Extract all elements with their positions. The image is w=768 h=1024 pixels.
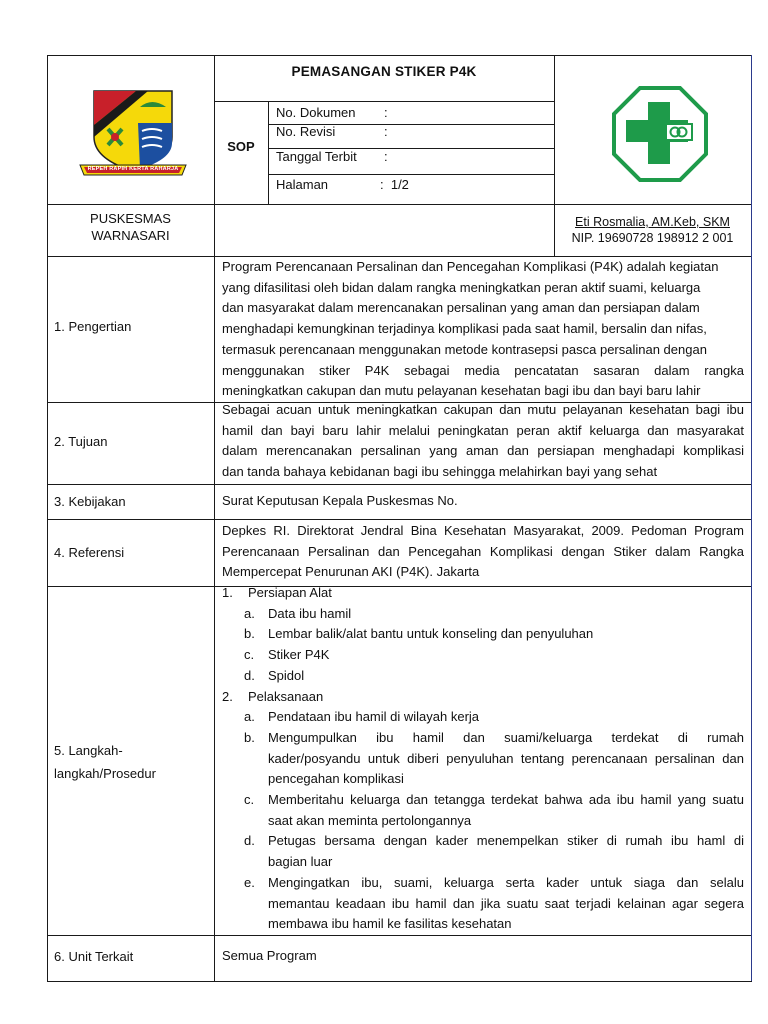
list-group-title: Pelaksanaan (248, 688, 324, 704)
label-pengertian: 1. Pengertian (54, 319, 132, 334)
tujuan-line: hamil dan bayi baru lahir melalui peningkatan peran aktif keluarga dan masyarakat (222, 422, 744, 438)
text-unit-terkait: Semua Program (222, 948, 317, 963)
langkah-group-pelaksanaan (222, 687, 744, 708)
list-group-title: Persiapan Alat (248, 585, 332, 600)
field-halaman: Halaman (276, 177, 329, 192)
text-kebijakan: Surat Keputusan Kepala Puskesmas No. (222, 493, 458, 508)
field-no-dokumen-value: : (384, 105, 388, 120)
field-no-revisi-value: : (384, 124, 388, 139)
signer-name: Eti Rosmalia, AM.Keb, SKM (575, 215, 730, 229)
langkah-list (222, 583, 744, 935)
list-item: e. Mengingatkan ibu, suami, keluarga serta kader untuk siaga dan selalu memantau keadaan ibu hamil dan jika suatu saat terjadi kelainan agar segera membawa ibu hamil ke fasilitas kesehatan (244, 874, 744, 932)
label-tujuan: 2. Tujuan (54, 434, 108, 449)
list-number: 2. (222, 688, 233, 704)
tujuan-line: dan tanda bahaya kebidanan bagi ibu sehingga melahirkan bayi yang sehat (222, 464, 658, 480)
label-langkah-line1: 5. Langkah- (54, 743, 123, 758)
list-item: c. Memberitahu keluarga dan tetangga terdekat bahwa ada ibu hamil yang suatu saat akan meminta pertolongannya (244, 792, 744, 828)
org-name-line2: WARNASARI (91, 228, 170, 243)
label-referensi: 4. Referensi (54, 545, 125, 560)
field-halaman-value: : 1/2 (380, 177, 409, 192)
list-item: b. Lembar balik/alat bantu untuk konseling dan penyuluhan (244, 626, 594, 642)
label-langkah (54, 740, 156, 784)
text-tujuan (222, 400, 744, 483)
pengertian-line: Program Perencanaan Persalinan dan Pencegahan Komplikasi (P4K) adalah kegiatan (222, 259, 719, 274)
document-title: PEMASANGAN STIKER P4K (291, 64, 477, 79)
pengertian-line: yang difasilitasi oleh bidan dalam rangka meningkatkan peran aktif suami, keluarga (222, 279, 701, 295)
field-no-dokumen: No. Dokumen (276, 105, 356, 120)
referensi-line: Perencanaan Persalinan dan Pencegahan Komplikasi dengan Stiker dalam Rangka (222, 543, 744, 559)
referensi-line: Mempercepat Penurunan AKI (P4K). Jakarta (222, 564, 480, 580)
label-kebijakan: 3. Kebijakan (54, 494, 126, 509)
text-referensi (222, 521, 744, 583)
field-tanggal-terbit-value: : (384, 149, 388, 164)
pengertian-line: menggunakan stiker P4K sebagai media pencatatan sasaran dalam rangka (222, 362, 744, 378)
puskesmas-logo (612, 86, 708, 182)
field-tanggal-terbit: Tanggal Terbit (276, 149, 357, 164)
tujuan-line: Sebagai acuan untuk meningkatkan cakupan dan mutu pelayanan kesehatan bagi ibu (222, 402, 744, 417)
list-item: c. Stiker P4K (244, 647, 330, 663)
sop-label: SOP (227, 139, 255, 154)
text-pengertian (222, 257, 744, 402)
list-item: d. Spidol (244, 667, 305, 683)
org-name (47, 210, 214, 244)
pengertian-line: termasuk perencanaan menggunakan metode kontrasepsi pasca persalinan dengan (222, 341, 707, 357)
label-langkah-line2: langkah/Prosedur (54, 766, 156, 781)
list-item: d. Petugas bersama dengan kader menempelkan stiker di rumah ibu haml di bagian luar (244, 833, 744, 870)
puskesmas-cross-icon (612, 86, 708, 182)
list-item: b. Mengumpulkan ibu hamil dan suami/keluarga terdekat di rumah kader/posyandu untuk diberi penyuluhan tentang perencanaan persalinan dan pencegahan komplikasi (244, 729, 744, 787)
pengertian-line: dan masyarakat dalam merencanakan persalinan yang aman dan persiapan dalam (222, 300, 700, 316)
tujuan-line: dalam merencanakan persalinan yang aman dan persiapan menghadapi komplikasi (222, 443, 744, 459)
pengertian-line: menghadapi kemungkinan terjadinya komplikasi pada saat hamil, bersalin dan nifas, (222, 321, 707, 337)
list-number: 1. (222, 585, 233, 600)
signer-block (554, 214, 751, 246)
pengertian-line: meningkatkan cakupan dan mutu pelayanan kesehatan bagi ibu dan bayi baru lahir (222, 383, 701, 399)
label-unit-terkait: 6. Unit Terkait (54, 949, 134, 964)
list-item: a. Pendataan ibu hamil di wilayah kerja (244, 709, 480, 725)
regency-crest-logo (78, 85, 188, 180)
org-name-line1: PUSKESMAS (90, 211, 171, 226)
langkah-group-persiapan (222, 583, 744, 604)
referensi-line: Depkes RI. Direktorat Jendral Bina Kesehatan Masyarakat, 2009. Pedoman Program (222, 523, 744, 538)
list-item: a. Data ibu hamil (244, 605, 352, 621)
field-no-revisi: No. Revisi (276, 124, 336, 139)
crest-motto: REPEH RAPIH KERTA RAHARJA (87, 166, 179, 172)
signer-nip: NIP. 19690728 198912 2 001 (571, 231, 734, 245)
